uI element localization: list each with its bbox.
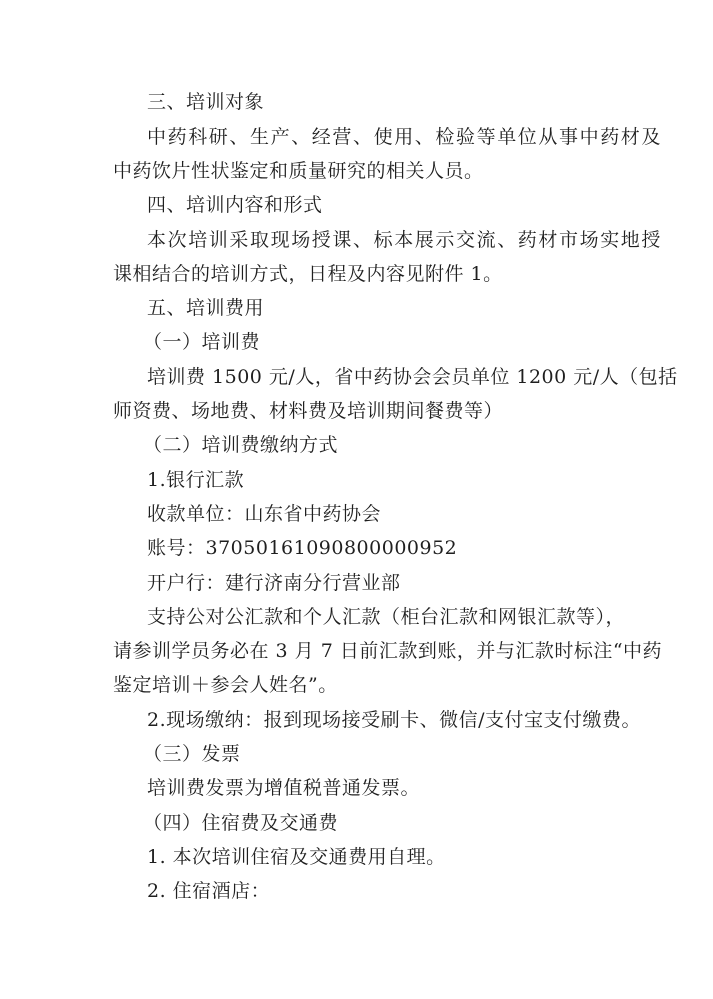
paragraph-line: 本次培训采取现场授课、标本展示交流、药材市场实地授 (147, 229, 663, 251)
bank-name-line: 开户行：建行济南分行营业部 (147, 572, 401, 594)
paragraph-line: 课相结合的培训方式，日程及内容见附件 1。 (113, 263, 503, 285)
paragraph-line: 培训费 1500 元/人，省中药协会会员单位 1200 元/人（包括 (147, 366, 678, 388)
payee-line: 收款单位：山东省中药协会 (147, 503, 382, 525)
section-heading-content-format: 四、培训内容和形式 (147, 194, 323, 216)
invoice-line: 培训费发票为增值税普通发票。 (147, 777, 421, 799)
paragraph-line: 支持公对公汇款和个人汇款（柜台汇款和网银汇款等）， (147, 606, 626, 628)
subheading-lodging-transport: （四）住宿费及交通费 (143, 812, 339, 834)
paragraph-line: 鉴定培训＋参会人姓名”。 (113, 674, 338, 696)
account-number-line: 账号：37050161090800000952 (147, 537, 458, 559)
paragraph-line: 请参训学员务必在 3 月 7 日前汇款到账，并与汇款时标注“中药 (113, 640, 663, 662)
paragraph-line: 中药饮片性状鉴定和质量研究的相关人员。 (113, 160, 484, 182)
section-heading-training-target: 三、培训对象 (147, 91, 265, 113)
subheading-training-fee: （一）培训费 (143, 331, 261, 353)
paragraph-line: 中药科研、生产、经营、使用、检验等单位从事中药材及 (147, 126, 663, 148)
section-heading-fees: 五、培训费用 (147, 297, 265, 319)
onsite-payment-line: 2.现场缴纳：报到现场接受刷卡、微信/支付宝支付缴费。 (147, 709, 642, 731)
paragraph-line: 师资费、场地费、材料费及培训期间餐费等） (113, 400, 504, 422)
lodging-line-1: 1. 本次培训住宿及交通费用自理。 (147, 846, 446, 868)
subheading-payment-method: （二）培训费缴纳方式 (143, 434, 339, 456)
subheading-invoice: （三）发票 (143, 743, 241, 765)
bank-transfer-heading: 1.银行汇款 (147, 469, 245, 491)
lodging-line-2: 2. 住宿酒店： (147, 880, 271, 902)
